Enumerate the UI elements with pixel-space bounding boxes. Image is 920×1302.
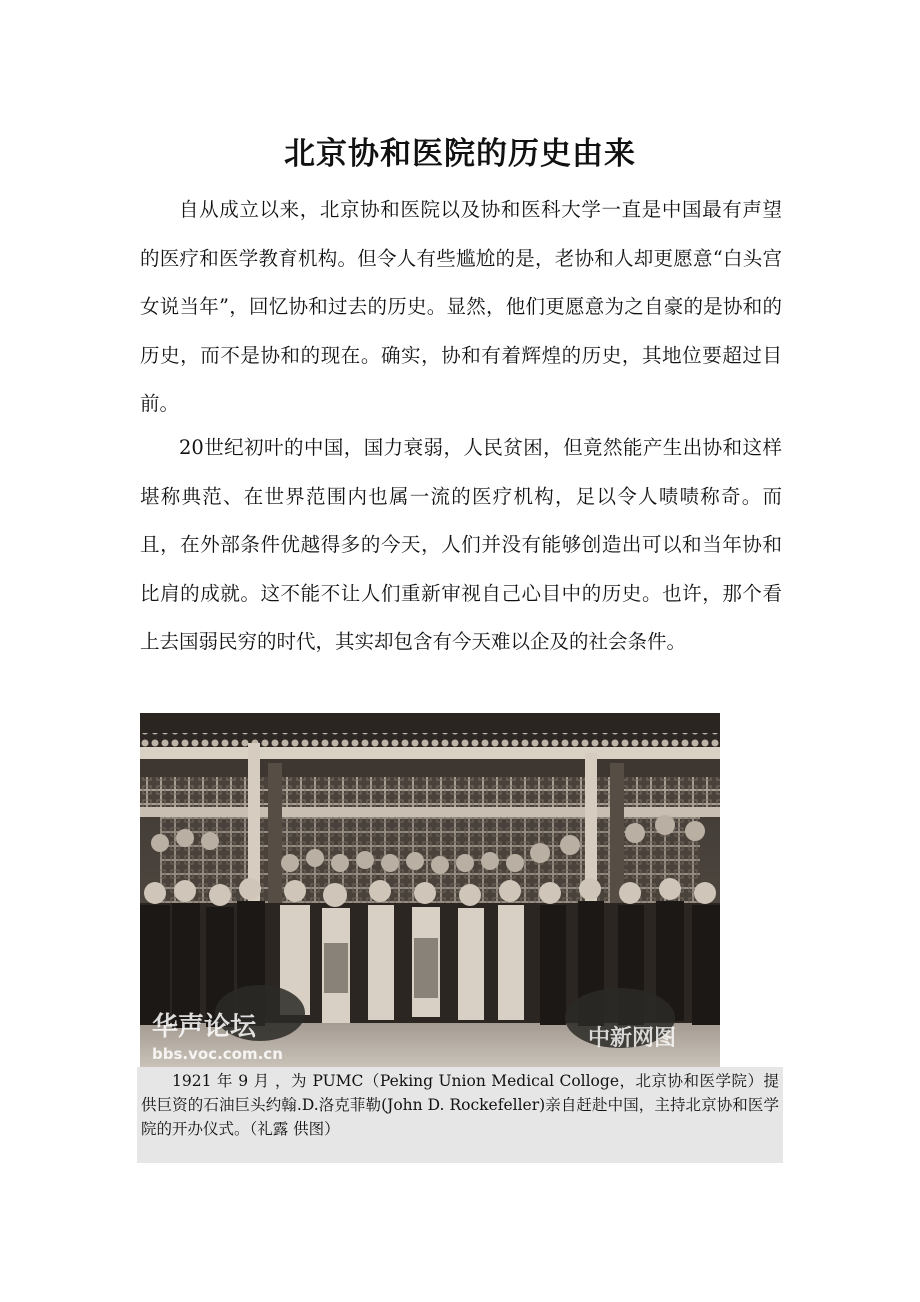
historical-group-photo — [140, 713, 720, 1067]
watermark-chinanews: 中新网图 — [588, 1026, 677, 1051]
paragraph-2: 20世纪初叶的中国，国力衰弱，人民贫困，但竟然能产生出协和这样堪称典范、在世界范围内也属一流的医疗机构，足以令人啧啧称奇。而且，在外部条件优越得多的今天，人们并没有能够创造出可以和当年协和比肩的成就。这不能不让人们重新审视自己心目中的历史。也许，那个看上去国弱民穷的时代，其实却包含有今天难以企及的社会条件。 — [140, 436, 782, 653]
watermark-forum-url: bbs.voc.com.cn — [152, 1045, 283, 1063]
photo-caption-box — [137, 1067, 783, 1163]
watermark-forum-title: 华声论坛 — [152, 1012, 257, 1042]
paragraph-1: 自从成立以来，北京协和医院以及协和医科大学一直是中国最有声望的医疗和医学教育机构。但令人有些尴尬的是，老协和人却更愿意“白头宫女说当年”，回忆协和过去的历史。显然，他们更愿意为之自豪的是协和的历史，而不是协和的现在。确实，协和有着辉煌的历史，其地位要超过目前。 — [140, 198, 782, 415]
page-title: 北京协和医院的历史由来 — [284, 136, 636, 172]
photo-caption: 1921 年 9 月 ，为 PUMC（Peking Union Medical Collоge，北京协和医学院）提供巨资的石油巨头约翰.D.洛克菲勒(John D. Rockefeller)亲自赶赴中国，主持北京协和医学院的开办仪式。（礼露 供图） — [141, 1072, 779, 1138]
